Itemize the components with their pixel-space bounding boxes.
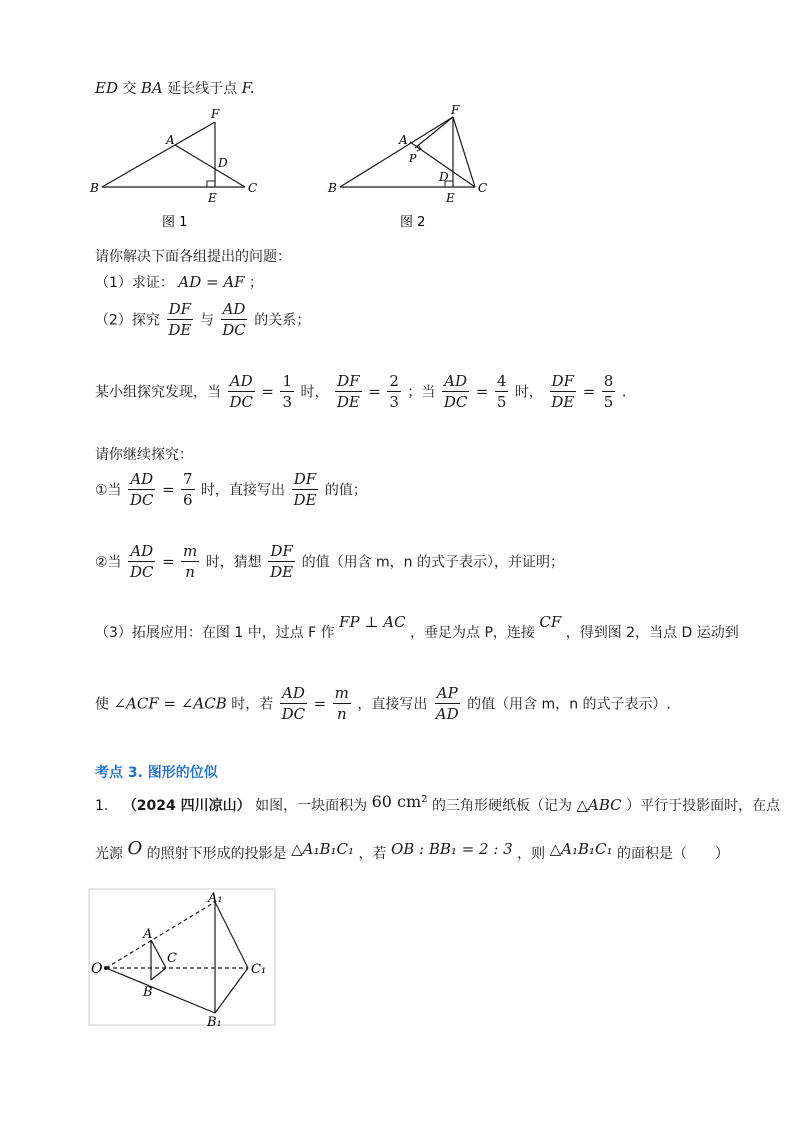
figure-2 (325, 100, 515, 235)
frac-num: AD (222, 300, 246, 318)
problem-t8: 的面积是（ ） (617, 846, 729, 862)
q3b-mid2: ，直接写出 (357, 696, 428, 713)
item2-mid: 时，猜想 (205, 554, 262, 571)
frac-den: 5 (603, 393, 614, 411)
q3b-mid: 时，若 (231, 696, 274, 713)
fig1-line-bf (102, 122, 215, 187)
fig2-line-fc (453, 117, 475, 187)
frac-den: DE (168, 321, 192, 339)
frac-num: AP (436, 684, 458, 702)
frac-num: m (334, 684, 349, 702)
frac-den: 5 (496, 393, 507, 411)
fig3-label-o: O (91, 961, 103, 977)
problem-number: 1. (95, 798, 109, 814)
problem-t3: ）平行于投影面时，在点 (626, 798, 781, 814)
frac-den: DC (222, 321, 246, 339)
frac-num: AD (281, 684, 305, 702)
section-heading: 考点 3. 图形的位似 (95, 765, 218, 781)
finding-t3: 时， (514, 384, 543, 401)
q3b-end: 的值（用含 m，n 的式子表示）. (467, 696, 671, 713)
fraction-ad-dc (128, 542, 156, 581)
finding-line (95, 372, 627, 411)
equals: = (368, 382, 381, 401)
fraction-value (387, 372, 401, 411)
fig1-caption: 图 1 (162, 215, 188, 230)
equals: = (161, 552, 175, 571)
finding-t2: ；当 (407, 384, 436, 401)
frac-den: DE (270, 563, 294, 581)
fig2-label-d: D (439, 170, 449, 184)
fraction-value (602, 372, 616, 411)
frac-num: 1 (282, 372, 292, 390)
q3-perpendicular: FP ⊥ AC (339, 613, 406, 631)
intro-suffix: 延长线于点 (167, 81, 238, 97)
fig2-label-e: E (446, 191, 455, 205)
q3b-angles: ∠ACF = ∠ACB (113, 694, 227, 713)
fig1-label-a: A (166, 133, 175, 147)
item2-end: 的值（用含 m，n 的式子表示），并证明； (301, 554, 565, 571)
equals: = (475, 382, 489, 401)
fraction-ad-dc (442, 372, 470, 411)
fig1-label-d: D (218, 156, 228, 170)
equals: = (582, 382, 596, 401)
edge-ac (151, 940, 166, 968)
fig2-line-fp (415, 117, 453, 148)
q1-expression: AD = AF (178, 273, 245, 291)
problem-1-continued (95, 838, 729, 863)
problem-t6: ，若 (358, 846, 387, 862)
problem-t5: 的照射下形成的投影是 (146, 846, 287, 862)
q2-mid: 与 (199, 312, 214, 329)
continue-text: 请你继续探究： (95, 447, 193, 463)
intro-join: 交 (122, 81, 137, 97)
triangle-abc: △ABC (576, 796, 622, 814)
equals: = (161, 480, 175, 499)
q3-segment-cf: CF (539, 613, 562, 631)
frac-num: 8 (603, 372, 614, 390)
ray-o-b1 (106, 968, 215, 1013)
item1-end: 的值； (324, 482, 367, 499)
fig2-line-bf (340, 117, 453, 187)
fraction-ap-ad (434, 684, 461, 723)
fig1-label-f: F (211, 107, 220, 121)
triangle-a1b1c1: △A₁B₁C₁ (549, 840, 613, 858)
frac-num: 7 (183, 470, 193, 488)
frac-den: DC (229, 393, 253, 411)
problem-source: （2024 四川凉山） (122, 798, 251, 814)
frac-num: DF (337, 372, 360, 390)
figure-frame (89, 889, 275, 1025)
fig1-label-e: E (208, 191, 217, 205)
frac-num: AD (229, 372, 253, 390)
frac-den: DC (130, 491, 154, 509)
question-3-continued (95, 684, 671, 723)
frac-num: AD (130, 470, 154, 488)
problem-t4: 光源 (95, 846, 123, 862)
figure-1 (80, 100, 280, 235)
fraction-value (280, 372, 294, 411)
fraction-m-n (181, 542, 199, 581)
frac-den: 3 (389, 393, 399, 411)
finding-end: . (621, 382, 627, 401)
frac-den: DE (551, 393, 575, 411)
prompt-text: 请你解决下面各组提出的问题： (95, 249, 291, 265)
fig3-label-a1: A₁ (208, 891, 223, 906)
fig3-label-b: B (143, 985, 153, 1000)
frac-den: DE (293, 491, 317, 509)
fig3-label-c1: C₁ (251, 962, 267, 977)
q3b-pre: 使 (95, 696, 109, 713)
fig2-label-f: F (451, 103, 460, 117)
frac-num: 2 (389, 372, 399, 390)
fraction-df-de (268, 542, 295, 581)
q1-end: ； (249, 275, 264, 291)
fig2-label-a: A (399, 133, 408, 147)
frac-den: n (336, 705, 347, 723)
fig3-label-b1: B₁ (207, 1015, 222, 1028)
fraction-ad-dc (128, 470, 156, 509)
fig2-caption: 图 2 (400, 215, 426, 230)
q3-pre: （3）拓展应用：在图 1 中，过点 F 作 (95, 625, 335, 641)
q1-number: （1）求证： (95, 275, 174, 291)
fraction-ad-dc (280, 684, 308, 723)
edge-bc (151, 968, 166, 980)
frac-den: DC (443, 393, 468, 411)
q3-end: ，得到图 2，当点 D 运动到 (565, 625, 739, 641)
segment-ed: ED (95, 79, 118, 97)
light-source-point (104, 966, 108, 970)
finding-pre: 某小组探究发现，当 (95, 384, 221, 401)
intro-line (95, 78, 255, 98)
question-3 (95, 613, 739, 642)
fraction-ad-dc (220, 300, 248, 339)
frac-den: n (185, 563, 195, 581)
fig3-label-a: A (143, 927, 153, 942)
frac-num: 4 (496, 372, 507, 390)
edge-b1c1 (215, 968, 248, 1013)
line-ba: BA (140, 79, 163, 97)
fig2-label-c: C (478, 181, 488, 195)
fig1-right-angle (207, 181, 215, 187)
frac-num: AD (130, 542, 154, 560)
finding-t1: 时， (300, 384, 329, 401)
frac-den: DE (336, 393, 360, 411)
fraction-df-de (166, 300, 193, 339)
q3-mid: ，垂足为点 P，连接 (410, 625, 535, 641)
item1-mid: 时，直接写出 (201, 482, 286, 499)
frac-num: m (183, 542, 198, 560)
fraction-df-de (335, 372, 362, 411)
triangle-a1b1c1: △A₁B₁C₁ (291, 840, 355, 858)
fraction-df-de (291, 470, 318, 509)
frac-den: 6 (183, 491, 193, 509)
question-2 (95, 300, 310, 339)
frac-num: AD (444, 372, 468, 390)
fraction-value (495, 372, 509, 411)
item2-pre: ②当 (95, 554, 122, 571)
fraction-m-n (333, 684, 351, 723)
point-o: O (127, 838, 143, 859)
problem-area: 60 cm² (371, 792, 428, 811)
frac-den: DC (281, 705, 306, 723)
equals: = (313, 694, 327, 713)
fig1-label-b: B (90, 181, 99, 195)
fig2-label-b: B (328, 181, 337, 195)
q2-number: （2）探究 (95, 312, 160, 329)
frac-num: DF (293, 470, 317, 488)
point-f: F. (241, 79, 255, 97)
problem-t2: 的三角形硬纸板（记为 (432, 798, 573, 814)
item1-pre: ①当 (95, 482, 122, 499)
question-1 (95, 272, 263, 292)
frac-den: DC (130, 563, 154, 581)
ratio-expression: OB : BB₁ = 2 : 3 (390, 840, 513, 858)
frac-den: AD (435, 705, 459, 723)
problem-t7: ，则 (517, 846, 546, 862)
problem-t1: 如图，一块面积为 (255, 798, 368, 814)
item-1 (95, 470, 367, 509)
frac-num: DF (551, 372, 574, 390)
frac-num: DF (270, 542, 293, 560)
fig1-label-c: C (248, 181, 258, 195)
frac-den: 3 (282, 393, 292, 411)
problem-1 (95, 792, 781, 815)
item-2 (95, 542, 564, 581)
edge-a1c1 (215, 902, 248, 968)
fraction-df-de (549, 372, 576, 411)
equals: = (261, 382, 274, 401)
fig3-label-c: C (167, 951, 177, 966)
q2-end: 的关系； (254, 312, 311, 329)
figure-projection (88, 888, 278, 1028)
frac-num: DF (168, 300, 192, 318)
fig2-label-p: P (409, 152, 417, 165)
fraction-value (181, 470, 195, 509)
fraction-ad-dc (227, 372, 255, 411)
